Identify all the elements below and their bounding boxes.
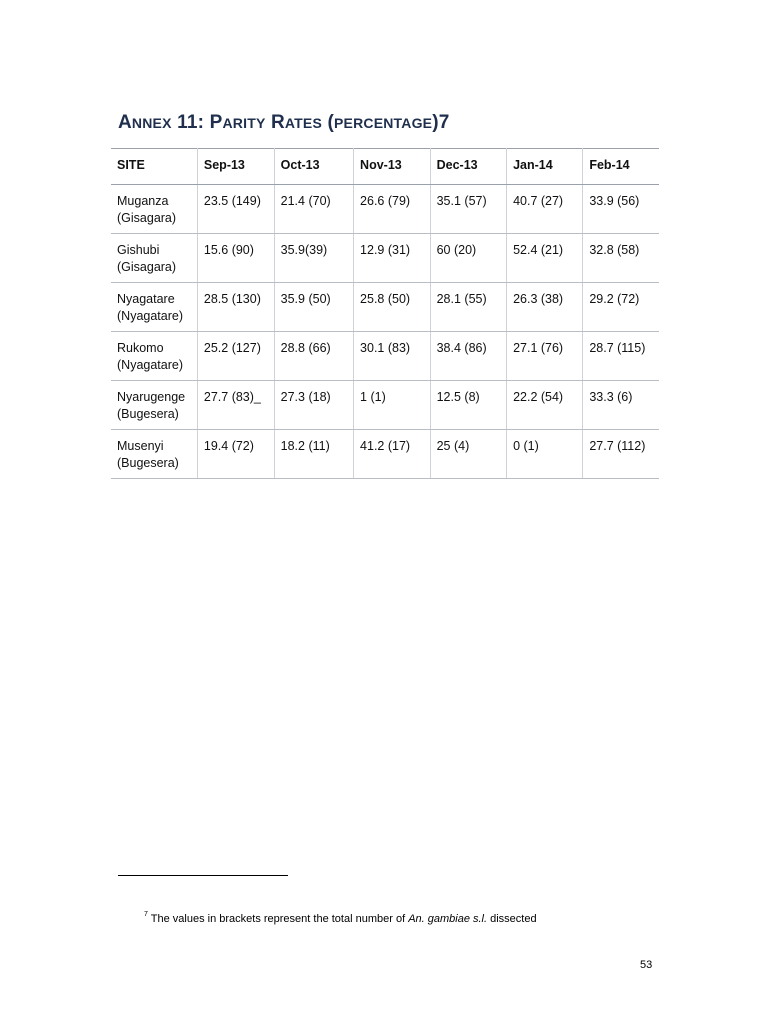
value-cell: 19.4 (72) (197, 430, 274, 479)
site-cell (111, 283, 197, 332)
column-header: Nov-13 (354, 149, 431, 185)
value-cell: 26.3 (38) (507, 283, 583, 332)
value-cell: 28.1 (55) (430, 283, 506, 332)
table-row (111, 381, 659, 430)
site-cell (111, 332, 197, 381)
value-cell: 28.5 (130) (197, 283, 274, 332)
value-cell: 27.7 (112) (583, 430, 659, 479)
value-cell: 40.7 (27) (507, 185, 583, 234)
value-cell: 12.5 (8) (430, 381, 506, 430)
value-cell: 21.4 (70) (274, 185, 353, 234)
site-district: (Nyagatare) (117, 309, 183, 323)
footnote-species: An. gambiae s.l. (408, 913, 488, 925)
table-row (111, 234, 659, 283)
footnote-text: The values in brackets represent the total number of (150, 913, 409, 925)
table-row (111, 283, 659, 332)
footnote-marker: 7 (144, 911, 148, 918)
site-district: (Gisagara) (117, 260, 177, 274)
value-cell: 33.3 (6) (583, 381, 659, 430)
site-name: Nyagatare (117, 292, 175, 306)
site-name: Muganza (117, 194, 169, 208)
value-cell: 35.9 (50) (274, 283, 353, 332)
table-row (111, 332, 659, 381)
site-name: Rukomo (117, 341, 164, 355)
site-district: (Bugesera) (117, 456, 179, 470)
site-district: (Bugesera) (117, 407, 179, 421)
footnote (144, 913, 537, 925)
value-cell: 30.1 (83) (354, 332, 431, 381)
value-cell: 26.6 (79) (354, 185, 431, 234)
value-cell: 12.9 (31) (354, 234, 431, 283)
value-cell: 27.1 (76) (507, 332, 583, 381)
site-name: Musenyi (117, 439, 164, 453)
site-name: Gishubi (117, 243, 160, 257)
column-header: Sep-13 (197, 149, 274, 185)
table-header-row (111, 149, 659, 185)
value-cell: 28.7 (115) (583, 332, 659, 381)
site-district: (Nyagatare) (117, 358, 183, 372)
site-cell (111, 185, 197, 234)
value-cell: 52.4 (21) (507, 234, 583, 283)
table-row (111, 185, 659, 234)
column-header: Jan-14 (507, 149, 583, 185)
value-cell: 28.8 (66) (274, 332, 353, 381)
page-title: ANNEX 11: PARITY RATES (PERCENTAGE)7 (118, 112, 450, 133)
value-cell: 29.2 (72) (583, 283, 659, 332)
value-cell: 23.5 (149) (197, 185, 274, 234)
footnote-text-end: dissected (487, 913, 537, 925)
site-cell (111, 234, 197, 283)
value-cell: 25.2 (127) (197, 332, 274, 381)
value-cell: 0 (1) (507, 430, 583, 479)
value-cell: 35.1 (57) (430, 185, 506, 234)
value-cell: 27.7 (83)_ (197, 381, 274, 430)
column-header: Oct-13 (274, 149, 353, 185)
value-cell: 32.8 (58) (583, 234, 659, 283)
page-number: 53 (640, 959, 653, 971)
column-header: Feb-14 (583, 149, 659, 185)
value-cell: 1 (1) (354, 381, 431, 430)
parity-rates-table (111, 148, 659, 479)
value-cell: 15.6 (90) (197, 234, 274, 283)
site-cell (111, 430, 197, 479)
footnote-separator (118, 875, 288, 876)
value-cell: 27.3 (18) (274, 381, 353, 430)
value-cell: 60 (20) (430, 234, 506, 283)
value-cell: 41.2 (17) (354, 430, 431, 479)
value-cell: 33.9 (56) (583, 185, 659, 234)
value-cell: 18.2 (11) (274, 430, 353, 479)
value-cell: 35.9(39) (274, 234, 353, 283)
value-cell: 25.8 (50) (354, 283, 431, 332)
value-cell: 22.2 (54) (507, 381, 583, 430)
value-cell: 25 (4) (430, 430, 506, 479)
table-row (111, 430, 659, 479)
site-name: Nyarugenge (117, 390, 186, 404)
column-header: Dec-13 (430, 149, 506, 185)
site-district: (Gisagara) (117, 211, 177, 225)
site-cell (111, 381, 197, 430)
column-header: SITE (111, 149, 197, 185)
value-cell: 38.4 (86) (430, 332, 506, 381)
